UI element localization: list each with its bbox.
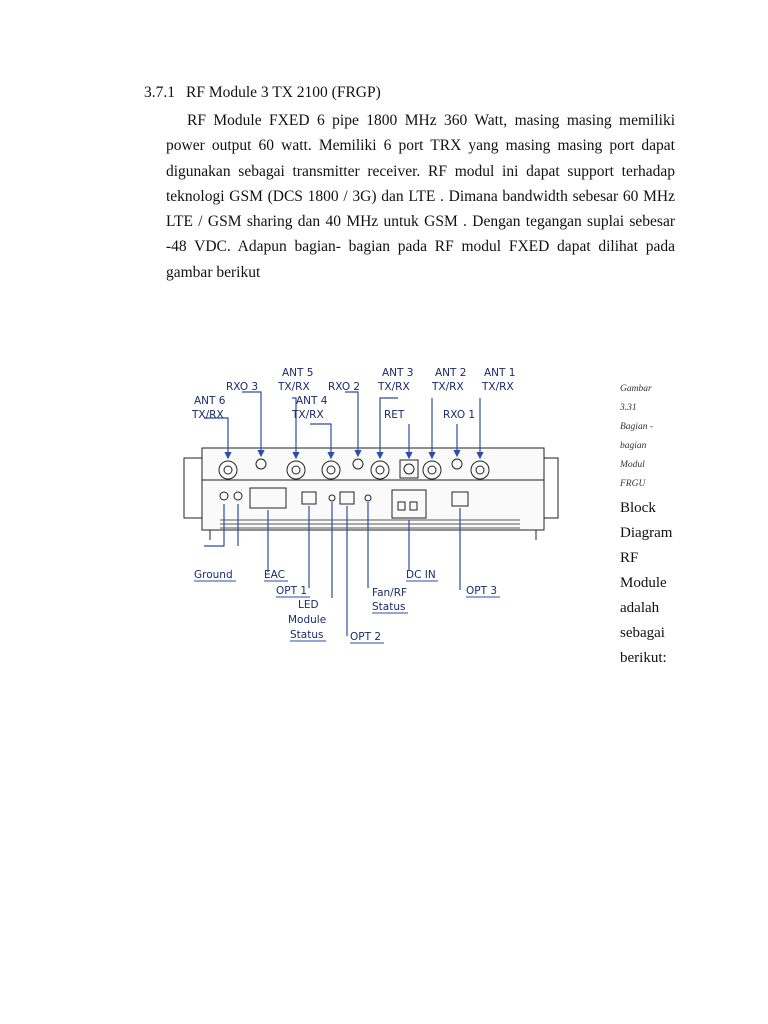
body-paragraph <box>166 108 675 285</box>
caption-body <box>620 496 680 671</box>
caption-body-line: Block <box>620 500 656 516</box>
section-title: RF Module 3 TX 2100 (FRGP) <box>186 84 381 101</box>
caption-line: Modul <box>620 460 645 470</box>
label-ant1-line2: TX/RX <box>482 381 514 393</box>
label-ant5-line2: TX/RX <box>278 381 310 393</box>
rf-module-diagram <box>180 360 560 650</box>
label-ant2-line1: ANT 2 <box>435 367 467 379</box>
label-ant6-line1: ANT 6 <box>194 395 226 407</box>
label-eac: EAC <box>264 569 285 581</box>
label-opt1: OPT 1 <box>276 585 308 597</box>
label-rxo2: RXO 2 <box>328 381 361 393</box>
caption-line: Gambar <box>620 384 652 394</box>
label-led-line3: Status <box>290 629 324 641</box>
caption-line: 3.31 <box>620 403 637 413</box>
caption-body-line: RF <box>620 550 639 566</box>
label-ant3-line2: TX/RX <box>378 381 410 393</box>
label-rxo1: RXO 1 <box>443 409 476 421</box>
label-fan-line2: Status <box>372 601 406 613</box>
caption-line: FRGU <box>620 479 646 489</box>
label-fan-line1: Fan/RF <box>372 587 408 599</box>
rf-module-figure <box>180 360 560 650</box>
figure-caption <box>620 380 680 671</box>
caption-line: bagian <box>620 441 647 451</box>
label-ant4-line1: ANT 4 <box>296 395 328 407</box>
label-ant5-line1: ANT 5 <box>282 367 314 379</box>
caption-body-line: berikut: <box>620 650 667 666</box>
label-ant2-line2: TX/RX <box>432 381 464 393</box>
label-led-line2: Module <box>288 614 327 626</box>
section-number: 3.7.1 <box>144 84 175 101</box>
label-ant6-line2: TX/RX <box>192 409 224 421</box>
paragraph-text: RF Module FXED 6 pipe 1800 MHz 360 Watt, masing masing memiliki power output 60 watt. Memiliki 6 port TRX yang masing masing port dapat digunakan sebagai transmitter receiver. RF modul ini dapat support terhadap teknologi GSM (DCS 1800 / 3G) dan LTE . Dimana bandwidth sebesar 60 MHz LTE / GSM sharing dan 40 MHz untuk GSM . Dengan tegangan suplai sebesar -48 VDC. Adapun bagian- bagian pada RF modul FXED dapat dilihat pada gambar berikut <box>166 112 675 281</box>
section-heading <box>144 84 381 102</box>
label-opt3: OPT 3 <box>466 585 498 597</box>
label-ret: RET <box>384 409 405 421</box>
label-ant4-line2: TX/RX <box>292 409 324 421</box>
module-body <box>184 448 558 540</box>
caption-body-line: Module <box>620 575 667 591</box>
top-labels <box>191 367 515 421</box>
caption-body-line: adalah <box>620 600 660 616</box>
caption-body-line: sebagai <box>620 625 665 641</box>
caption-body-line: Diagram <box>620 525 673 541</box>
label-rxo3: RXO 3 <box>226 381 259 393</box>
label-opt2: OPT 2 <box>350 631 382 643</box>
bottom-labels <box>194 569 497 643</box>
label-ant1-line1: ANT 1 <box>484 367 516 379</box>
label-ground: Ground <box>194 569 233 581</box>
label-dcin: DC IN <box>406 569 436 581</box>
label-ant3-line1: ANT 3 <box>382 367 414 379</box>
label-led-line1: LED <box>298 599 319 611</box>
caption-line: Bagian - <box>620 422 653 432</box>
